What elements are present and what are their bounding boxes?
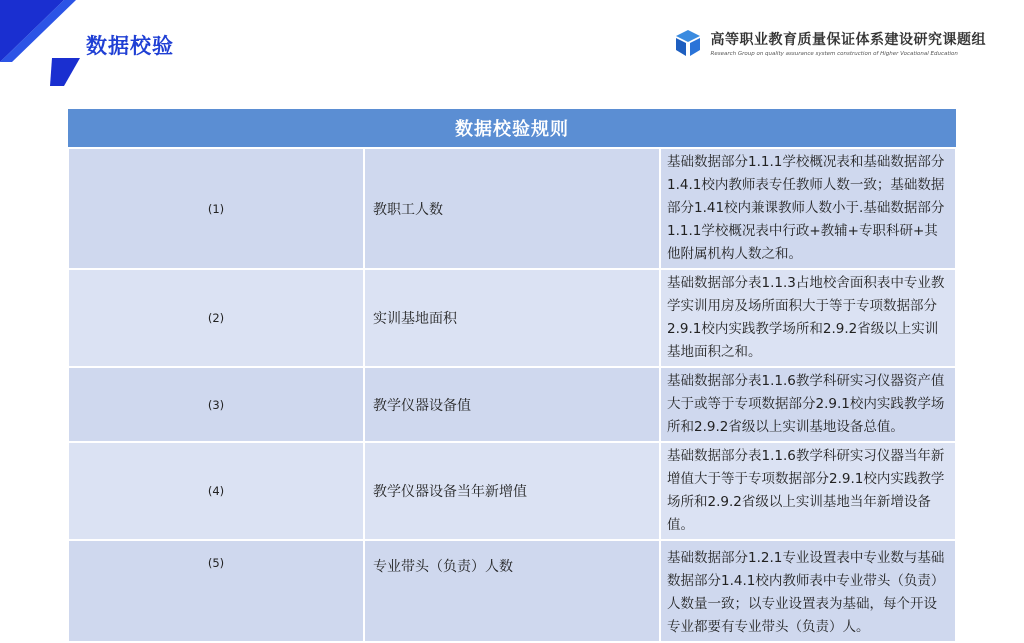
table-row	[68, 148, 956, 269]
row-description: 基础数据部分1.1.1学校概况表和基础数据部分1.4.1校内教师表专任教师人数一致；基础数据部分1.41校内兼课教师人数小于.基础数据部分1.1.1学校概况表中行政+教辅+专职科研+其他附属机构人数之和。	[660, 148, 956, 269]
row-description: 基础数据部分1.2.1专业设置表中专业数与基础数据部分1.4.1校内教师表中专业带头（负责）人数量一致；以专业设置表为基础，每个开设专业都要有专业带头（负责）人。	[660, 540, 956, 642]
row-number: (3)	[68, 367, 364, 442]
row-item: 教学仪器设备值	[364, 367, 660, 442]
table-heading: 数据校验规则	[68, 109, 956, 148]
row-number: (5)	[68, 540, 364, 642]
row-item: 教学仪器设备当年新增值	[364, 442, 660, 540]
org-name: 高等职业教育质量保证体系建设研究课题组	[710, 32, 986, 48]
row-number: (1)	[68, 148, 364, 269]
page-title: 数据校验	[86, 34, 174, 58]
corner-decoration	[0, 0, 90, 90]
row-number: (2)	[68, 269, 364, 367]
cube-logo-icon	[673, 28, 703, 58]
row-description: 基础数据部分表1.1.6教学科研实习仪器当年新增值大于等于专项数据部分2.9.1校内实践教学场所和2.9.2省级以上实训基地当年新增设备值。	[660, 442, 956, 540]
row-number: (4)	[68, 442, 364, 540]
row-description: 基础数据部分表1.1.3占地校舍面积表中专业教学实训用房及场所面积大于等于专项数据部分2.9.1校内实践教学场所和2.9.2省级以上实训基地面积之和。	[660, 269, 956, 367]
validation-rules-table	[67, 109, 957, 643]
org-branding	[673, 28, 987, 58]
table-row	[68, 367, 956, 442]
table-row	[68, 540, 956, 642]
org-english-name: Research Group on quality assurance system construction of Higher Vocational Education	[710, 51, 958, 57]
row-item: 实训基地面积	[364, 269, 660, 367]
table-row	[68, 269, 956, 367]
row-item: 教职工人数	[364, 148, 660, 269]
table-row	[68, 442, 956, 540]
row-item: 专业带头（负责）人数	[364, 540, 660, 642]
row-description: 基础数据部分表1.1.6教学科研实习仪器资产值大于或等于专项数据部分2.9.1校内实践教学场所和2.9.2省级以上实训基地设备总值。	[660, 367, 956, 442]
